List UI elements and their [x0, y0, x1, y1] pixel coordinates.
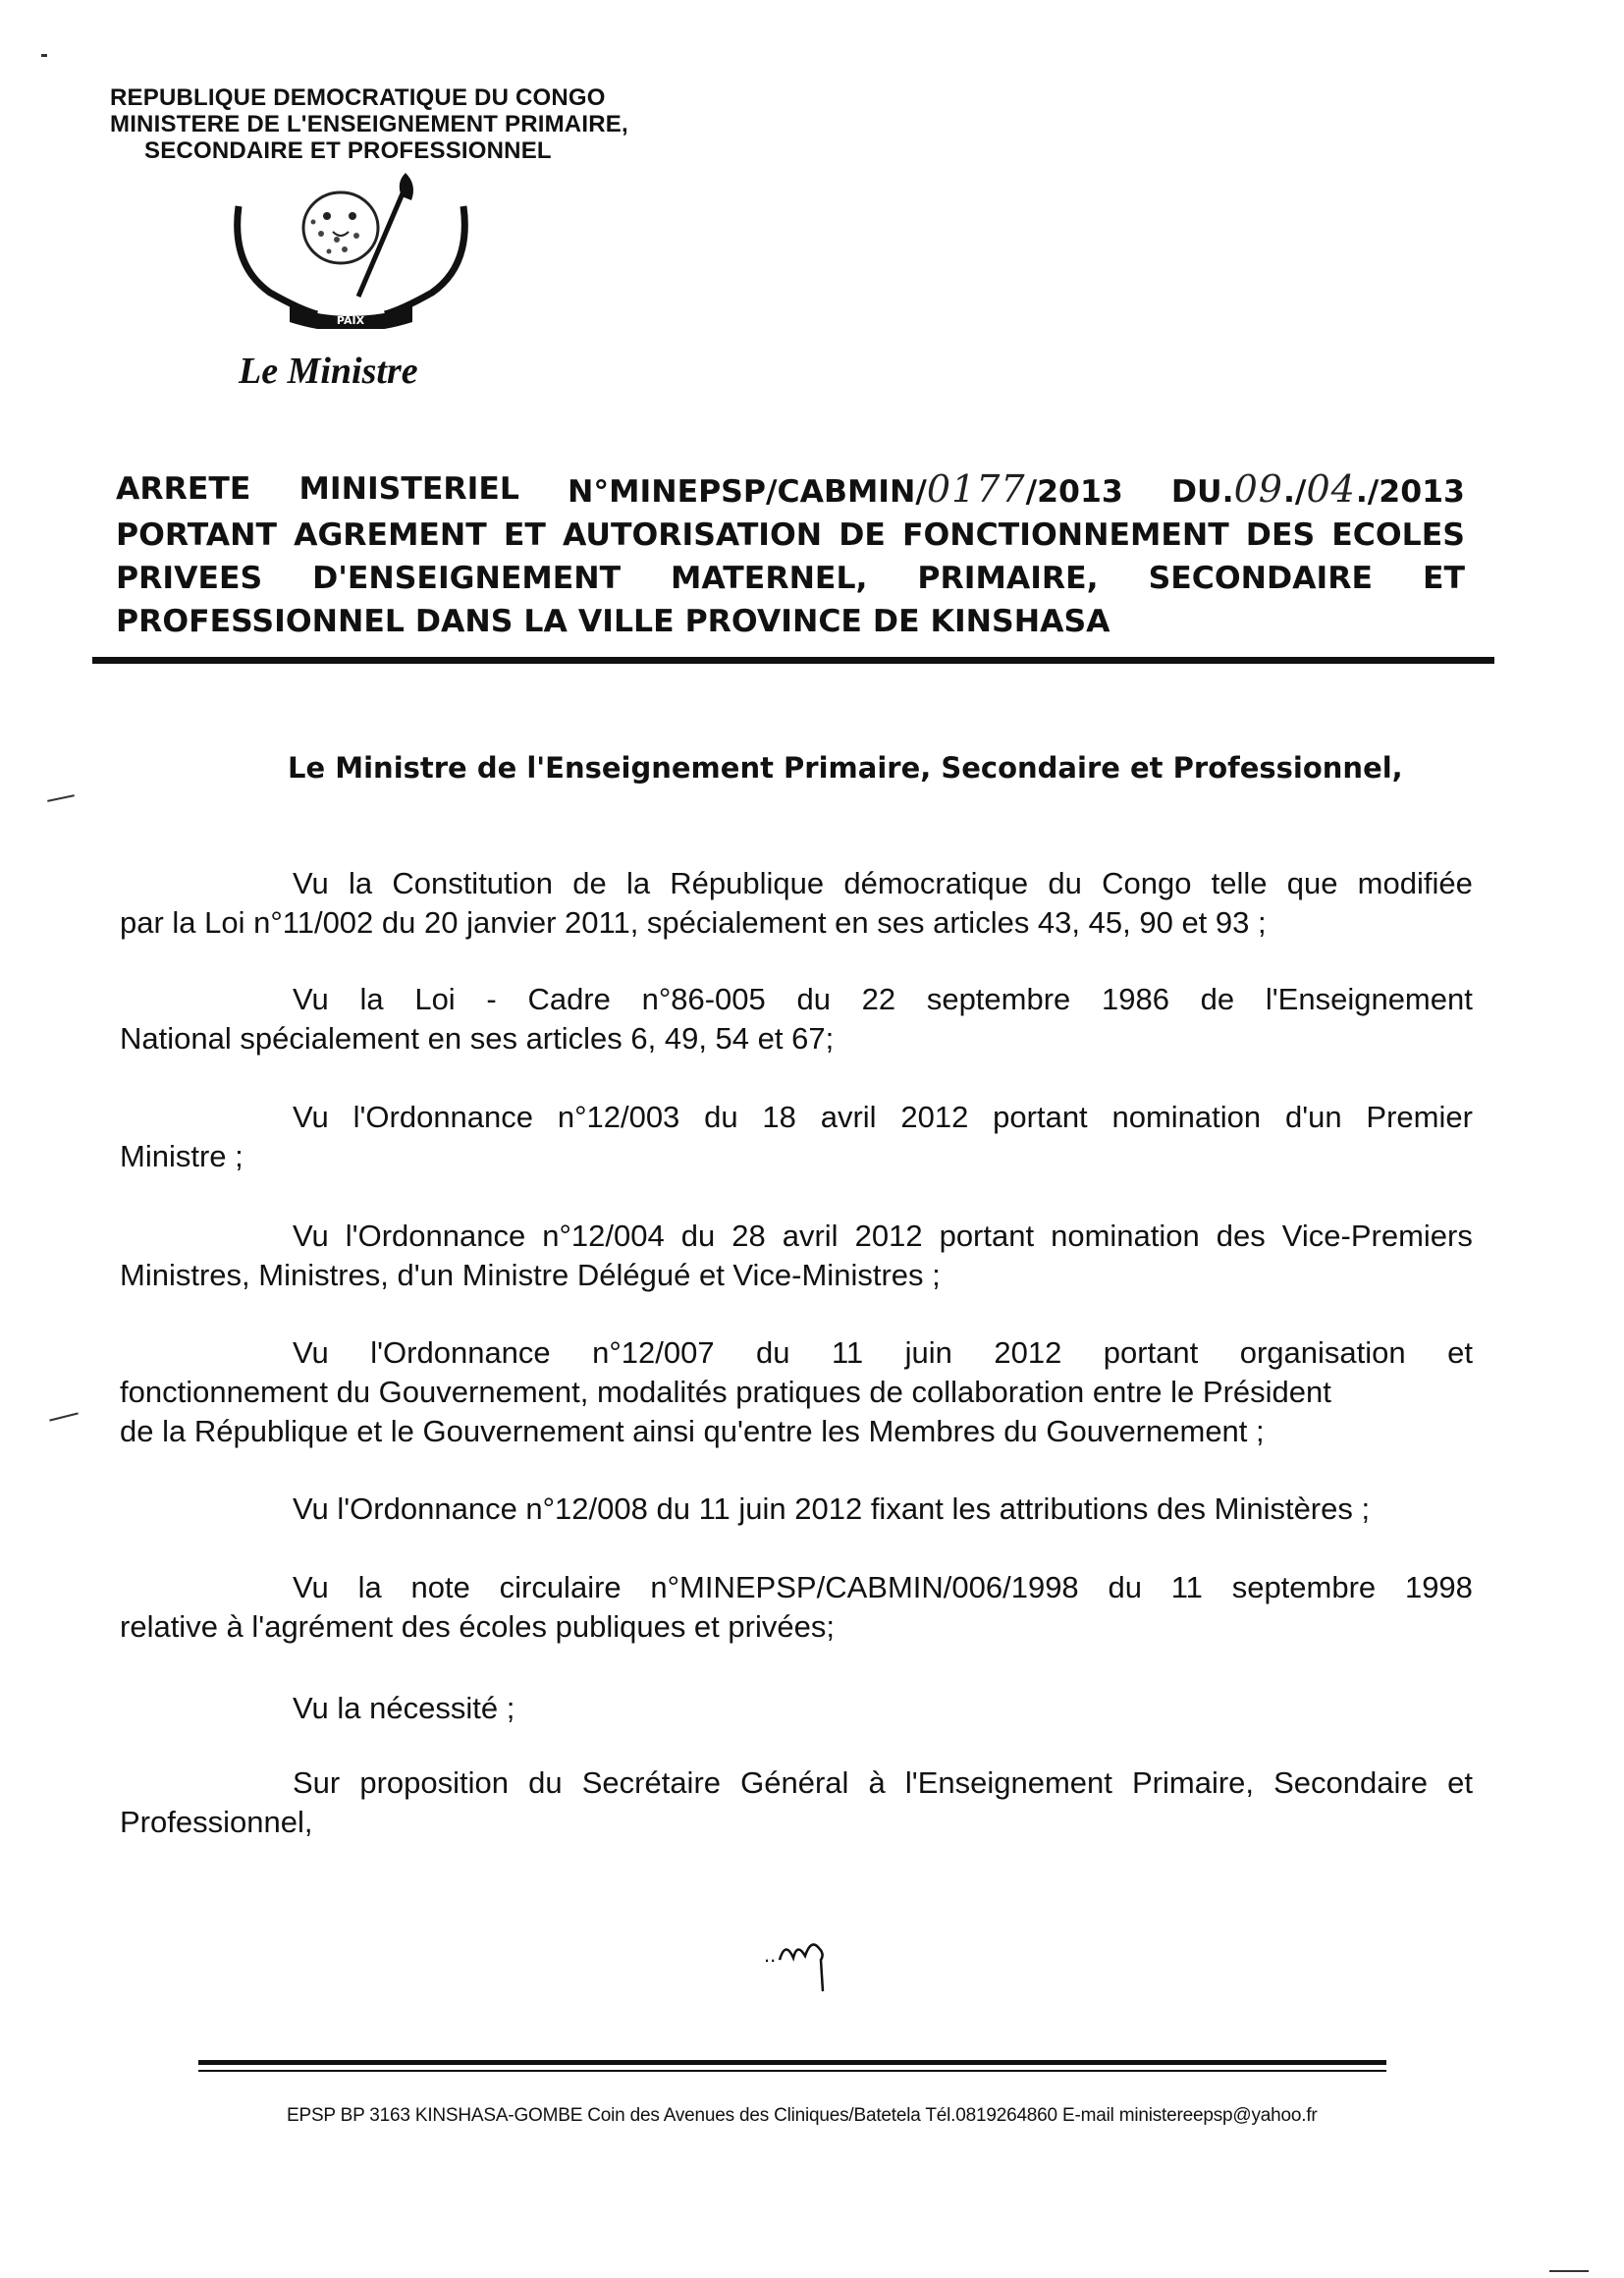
paragraph-first-line: Sur proposition du Secrétaire Général à l'Enseignement Primaire, Secondaire et — [293, 1765, 1473, 1800]
paragraph-first-line: Vu la Loi - Cadre n°86-005 du 22 septembre 1986 de l'Enseignement — [293, 982, 1473, 1016]
title-line-3 — [116, 557, 1465, 600]
paragraph-line: relative à l'agrément des écoles publiques et privées; — [120, 1609, 835, 1644]
paragraph-line: Professionnel, — [120, 1805, 313, 1839]
paragraph-ordonnance-003 — [120, 1098, 1473, 1176]
title-line-1 — [116, 467, 1465, 514]
title-word: SECONDAIRE — [1148, 561, 1374, 596]
title-word: ET — [1422, 561, 1465, 596]
title-word: PRIVEES — [116, 561, 263, 596]
header-ministry-cont: SECONDAIRE ET PROFESSIONNEL — [144, 137, 552, 164]
title-word: MINISTERIEL — [298, 471, 519, 507]
title-word: PORTANT — [116, 517, 277, 553]
handwritten-number: 0177 — [926, 467, 1026, 511]
paragraph-loi-cadre — [120, 980, 1473, 1058]
paragraph-ordonnance-004 — [120, 1217, 1473, 1295]
paragraph-line: par la Loi n°11/002 du 20 janvier 2011, spécialement en ses articles 43, 45, 90 et 93 ; — [120, 905, 1267, 940]
footer-address: EPSP BP 3163 KINSHASA-GOMBE Coin des Avenues des Cliniques/Batetela Tél.0819264860 E-mail ministereepsp@yahoo.fr — [287, 2105, 1318, 2126]
paragraph-ordonnance-008 — [120, 1490, 1473, 1529]
title-line-text: PROFESSIONNEL DANS LA VILLE PROVINCE DE KINSHASA — [116, 604, 1110, 639]
title-word: AGREMENT — [294, 517, 487, 553]
decree-date: DU.09./04./2013 — [1170, 467, 1465, 511]
title-line-4 — [116, 600, 1465, 643]
paragraph-constitution — [120, 864, 1473, 943]
paragraph-first-line: Vu la Constitution de la République démocratique du Congo telle que modifiée — [293, 866, 1473, 900]
paragraph-first-line: Vu l'Ordonnance n°12/008 du 11 juin 2012 fixant les attributions des Ministères ; — [293, 1492, 1371, 1526]
header-ministry: MINISTERE DE L'ENSEIGNEMENT PRIMAIRE, — [110, 111, 628, 137]
handwritten-day: 09 — [1233, 467, 1283, 511]
title-word: PRIMAIRE, — [917, 561, 1099, 596]
handwritten-month: 04 — [1306, 467, 1356, 511]
page-mark-dots: .. — [764, 1942, 777, 1967]
scan-speck — [47, 794, 75, 802]
title-word: FONCTIONNEMENT — [902, 517, 1229, 553]
paragraph-first-line: Vu l'Ordonnance n°12/004 du 28 avril 2012 portant nomination des Vice-Premiers — [293, 1219, 1473, 1253]
paragraph-line: Ministres, Ministres, d'un Ministre Délégué et Vice-Ministres ; — [120, 1258, 941, 1292]
paragraph-first-line: Vu l'Ordonnance n°12/003 du 18 avril 2012 portant nomination d'un Premier — [293, 1100, 1473, 1134]
initials-signature — [764, 1930, 842, 1999]
header-republic: REPUBLIQUE DEMOCRATIQUE DU CONGO — [110, 84, 606, 111]
title-word: ARRETE — [116, 471, 251, 507]
title-word: MATERNEL, — [671, 561, 868, 596]
title-divider — [92, 657, 1494, 664]
minister-greeting: Le Ministre de l'Enseignement Primaire, Secondaire et Professionnel, — [288, 751, 1403, 785]
paragraph-line: National spécialement en ses articles 6, 49, 54 et 67; — [120, 1021, 835, 1056]
title-word: ECOLES — [1331, 517, 1465, 553]
title-word: DES — [1245, 517, 1316, 553]
paragraph-proposition — [120, 1763, 1473, 1842]
paragraph-note-circulaire — [120, 1568, 1473, 1647]
paragraph-line: fonctionnement du Gouvernement, modalités pratiques de collaboration entre le Président — [120, 1375, 1331, 1409]
paragraph-necessite — [120, 1689, 1473, 1728]
coat-of-arms-emblem — [231, 167, 471, 329]
title-word: D'ENSEIGNEMENT — [312, 561, 622, 596]
paragraph-ordonnance-007 — [120, 1333, 1473, 1451]
title-word: ET — [503, 517, 546, 553]
footer-divider-thin — [198, 2070, 1386, 2072]
decree-title — [116, 467, 1465, 643]
decree-reference: N°MINEPSP/CABMIN/0177/2013 — [568, 467, 1123, 511]
paragraph-first-line: Vu la note circulaire n°MINEPSP/CABMIN/006/1998 du 11 septembre 1998 — [293, 1570, 1473, 1604]
scan-speck — [49, 1412, 79, 1421]
title-word: AUTORISATION — [562, 517, 823, 553]
paragraph-line: Ministre ; — [120, 1139, 244, 1173]
signatory-title: Le Ministre — [239, 351, 418, 392]
paragraph-first-line: Vu l'Ordonnance n°12/007 du 11 juin 2012 portant organisation et — [293, 1335, 1473, 1370]
footer-divider — [198, 2060, 1386, 2065]
title-line-2 — [116, 514, 1465, 557]
paragraph-first-line: Vu la nécessité ; — [293, 1691, 515, 1725]
scan-speck — [1549, 2270, 1589, 2272]
scan-speck — [41, 54, 47, 57]
emblem-motto: PAIX — [336, 314, 365, 327]
title-word: DE — [839, 517, 886, 553]
paragraph-line: de la République et le Gouvernement ainsi qu'entre les Membres du Gouvernement ; — [120, 1414, 1265, 1448]
